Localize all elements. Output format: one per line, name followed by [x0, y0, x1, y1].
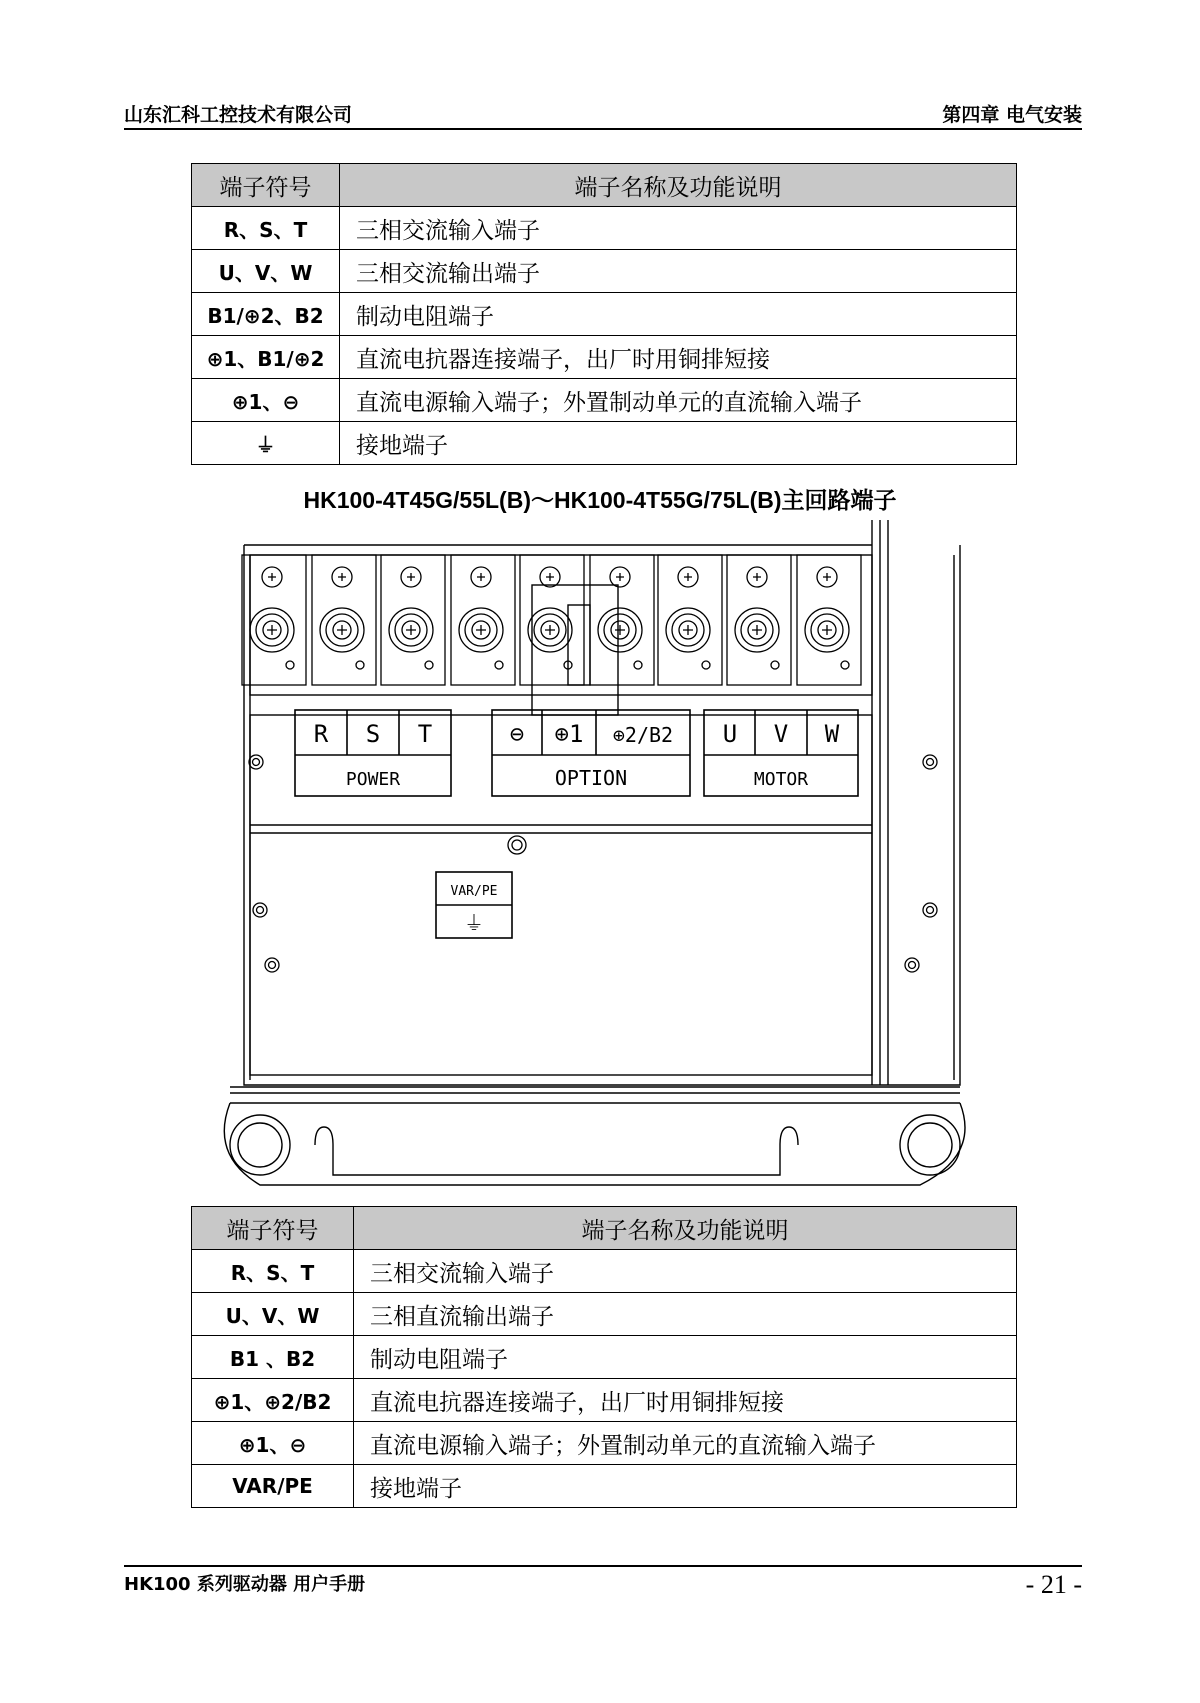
terminal-desc: 接地端子 [354, 1465, 1017, 1508]
motor-terminal-w: W [824, 720, 840, 748]
terminal-desc: 三相交流输入端子 [354, 1250, 1017, 1293]
table-row [192, 422, 1017, 465]
terminal-symbol: U、V、W [192, 250, 340, 293]
col-header-symbol: 端子符号 [192, 164, 340, 207]
housing-outline [244, 545, 960, 1085]
terminal-table-1 [191, 163, 1017, 465]
lift-eye-right [900, 1115, 960, 1175]
table-header-row [192, 164, 1017, 207]
col-header-desc: 端子名称及功能说明 [354, 1207, 1017, 1250]
page-number: - 21 - [1025, 1570, 1082, 1599]
manual-title: HK100 系列驱动器 用户手册 [124, 1574, 366, 1595]
page-header [124, 98, 1082, 130]
terminal-stud [312, 555, 376, 685]
power-terminal-t: T [417, 720, 433, 748]
terminal-stud [658, 555, 722, 685]
motor-label: MOTOR [753, 769, 809, 790]
terminal-stud [727, 555, 791, 685]
ground-label: VAR/PE [450, 884, 498, 899]
table-header-row [192, 1207, 1017, 1250]
table-row [192, 1422, 1017, 1465]
power-label: POWER [345, 769, 401, 790]
chapter-title: 第四章 电气安装 [942, 104, 1082, 126]
terminal-stud [797, 555, 861, 685]
table-row [192, 1379, 1017, 1422]
terminal-stud [590, 555, 654, 685]
option-terminal-p1: ⊕1 [554, 720, 584, 748]
terminal-desc: 制动电阻端子 [354, 1336, 1017, 1379]
terminal-block-diagram [220, 515, 990, 1195]
terminal-symbol: ⊕1、B1/⊕2 [192, 336, 340, 379]
terminal-desc: 三相交流输出端子 [340, 250, 1017, 293]
terminal-stud [381, 555, 445, 685]
terminal-desc: 三相直流输出端子 [354, 1293, 1017, 1336]
terminal-desc: 三相交流输入端子 [340, 207, 1017, 250]
terminal-symbol: R、S、T [192, 207, 340, 250]
terminal-stud [451, 555, 515, 685]
footer-rule [124, 1565, 1082, 1567]
motor-terminal-u: U [722, 720, 738, 748]
base-outline [224, 1103, 965, 1185]
terminal-desc: 直流电抗器连接端子，出厂时用铜排短接 [340, 336, 1017, 379]
terminal-symbol: ⊕1、⊖ [192, 1422, 354, 1465]
terminal-desc: 制动电阻端子 [340, 293, 1017, 336]
terminal-desc: 直流电源输入端子；外置制动单元的直流输入端子 [340, 379, 1017, 422]
terminal-stud [520, 555, 584, 685]
motor-terminal-v: V [773, 720, 789, 748]
terminal-symbol: ⊕1、⊕2/B2 [192, 1379, 354, 1422]
terminal-symbol: R、S、T [192, 1250, 354, 1293]
terminal-symbol: VAR/PE [192, 1465, 354, 1508]
table-row [192, 1250, 1017, 1293]
table-row [192, 293, 1017, 336]
terminal-desc: 直流电源输入端子；外置制动单元的直流输入端子 [354, 1422, 1017, 1465]
lift-eye-left [230, 1115, 290, 1175]
option-terminal-p2b2: ⊕2/B2 [612, 723, 674, 747]
terminal-stud [242, 555, 306, 685]
table-row [192, 250, 1017, 293]
terminal-symbol: B1 、B2 [192, 1336, 354, 1379]
figure-caption: HK100-4T45G/55L(B)～HK100-4T55G/75L(B)主回路端子 [303, 487, 897, 513]
option-label: OPTION [554, 766, 628, 790]
terminal-table-2 [191, 1206, 1017, 1508]
terminal-symbol: U、V、W [192, 1293, 354, 1336]
terminal-desc: 直流电抗器连接端子，出厂时用铜排短接 [354, 1379, 1017, 1422]
option-terminal-neg: ⊖ [509, 720, 525, 748]
terminal-symbol: ⊕1、⊖ [192, 379, 340, 422]
table-row [192, 1293, 1017, 1336]
col-header-desc: 端子名称及功能说明 [340, 164, 1017, 207]
terminal-desc: 接地端子 [340, 422, 1017, 465]
table-row [192, 379, 1017, 422]
table-row [192, 1465, 1017, 1508]
power-terminal-s: S [365, 720, 381, 748]
table-row [192, 336, 1017, 379]
ground-icon: ⏚ [464, 911, 484, 935]
company-name: 山东汇科工控技术有限公司 [124, 104, 353, 126]
terminal-symbol: B1/⊕2、B2 [192, 293, 340, 336]
ground-symbol: ⏚ [192, 422, 340, 465]
table-row [192, 1336, 1017, 1379]
table-row [192, 207, 1017, 250]
power-terminal-r: R [313, 720, 329, 748]
col-header-symbol: 端子符号 [192, 1207, 354, 1250]
